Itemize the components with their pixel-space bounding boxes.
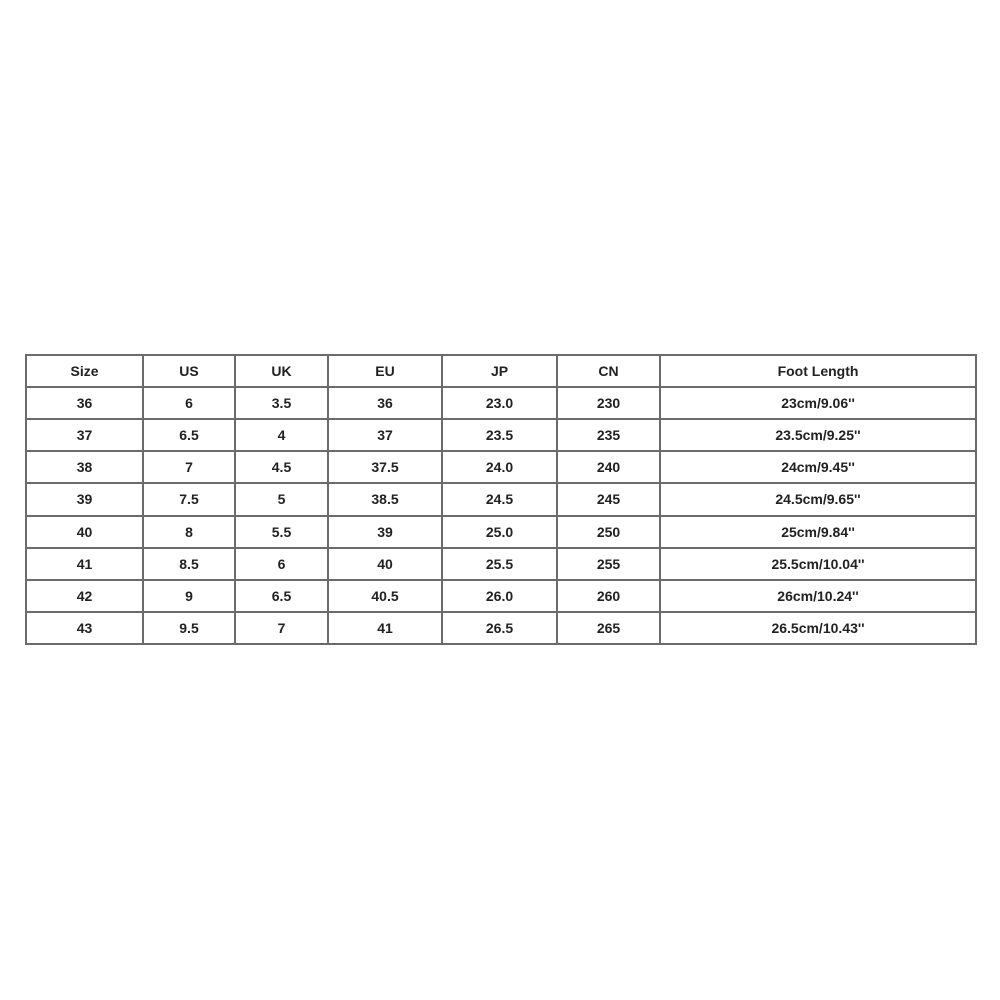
table-cell: 38.5 (328, 483, 442, 515)
table-cell: 7.5 (143, 483, 235, 515)
table-cell: 26.5 (442, 612, 557, 644)
table-cell: 24.0 (442, 451, 557, 483)
table-cell: 260 (557, 580, 660, 612)
table-cell: 240 (557, 451, 660, 483)
table-row (26, 387, 976, 419)
table-cell: 6.5 (143, 419, 235, 451)
table-cell: 250 (557, 516, 660, 548)
table-cell: 25.5cm/10.04'' (660, 548, 976, 580)
table-cell: 7 (235, 612, 328, 644)
table-row (26, 612, 976, 644)
header-jp: JP (442, 355, 557, 387)
table-cell: 37 (328, 419, 442, 451)
table-cell: 25.5 (442, 548, 557, 580)
table-cell: 23.5 (442, 419, 557, 451)
table-cell: 25cm/9.84'' (660, 516, 976, 548)
table-row (26, 548, 976, 580)
table-cell: 5.5 (235, 516, 328, 548)
table-cell: 5 (235, 483, 328, 515)
table-cell: 37.5 (328, 451, 442, 483)
table-cell: 36 (26, 387, 143, 419)
table-cell: 40 (26, 516, 143, 548)
table-cell: 23.5cm/9.25'' (660, 419, 976, 451)
header-foot-length: Foot Length (660, 355, 976, 387)
table-cell: 9 (143, 580, 235, 612)
table-cell: 7 (143, 451, 235, 483)
table-cell: 41 (328, 612, 442, 644)
table-cell: 265 (557, 612, 660, 644)
header-uk: UK (235, 355, 328, 387)
table-cell: 24cm/9.45'' (660, 451, 976, 483)
table-cell: 230 (557, 387, 660, 419)
table-cell: 8.5 (143, 548, 235, 580)
table-cell: 39 (26, 483, 143, 515)
table-cell: 4.5 (235, 451, 328, 483)
table-header-row (26, 355, 976, 387)
table-cell: 25.0 (442, 516, 557, 548)
header-us: US (143, 355, 235, 387)
table-row (26, 516, 976, 548)
table-cell: 38 (26, 451, 143, 483)
table-cell: 3.5 (235, 387, 328, 419)
table-cell: 40 (328, 548, 442, 580)
table-cell: 9.5 (143, 612, 235, 644)
header-size: Size (26, 355, 143, 387)
table-cell: 23cm/9.06'' (660, 387, 976, 419)
table-cell: 40.5 (328, 580, 442, 612)
table-cell: 42 (26, 580, 143, 612)
table-cell: 26.0 (442, 580, 557, 612)
table-cell: 4 (235, 419, 328, 451)
table-cell: 24.5cm/9.65'' (660, 483, 976, 515)
table-cell: 43 (26, 612, 143, 644)
table-cell: 26cm/10.24'' (660, 580, 976, 612)
table-cell: 23.0 (442, 387, 557, 419)
table-cell: 245 (557, 483, 660, 515)
table-row (26, 451, 976, 483)
header-cn: CN (557, 355, 660, 387)
table-row (26, 483, 976, 515)
size-chart-table (25, 354, 977, 645)
table-cell: 8 (143, 516, 235, 548)
table-cell: 235 (557, 419, 660, 451)
table-row (26, 580, 976, 612)
table-cell: 39 (328, 516, 442, 548)
table-cell: 24.5 (442, 483, 557, 515)
table-cell: 6 (143, 387, 235, 419)
table-row (26, 419, 976, 451)
table-cell: 6 (235, 548, 328, 580)
table-cell: 255 (557, 548, 660, 580)
table-cell: 6.5 (235, 580, 328, 612)
table-cell: 26.5cm/10.43'' (660, 612, 976, 644)
header-eu: EU (328, 355, 442, 387)
table-cell: 37 (26, 419, 143, 451)
table-cell: 36 (328, 387, 442, 419)
table-cell: 41 (26, 548, 143, 580)
